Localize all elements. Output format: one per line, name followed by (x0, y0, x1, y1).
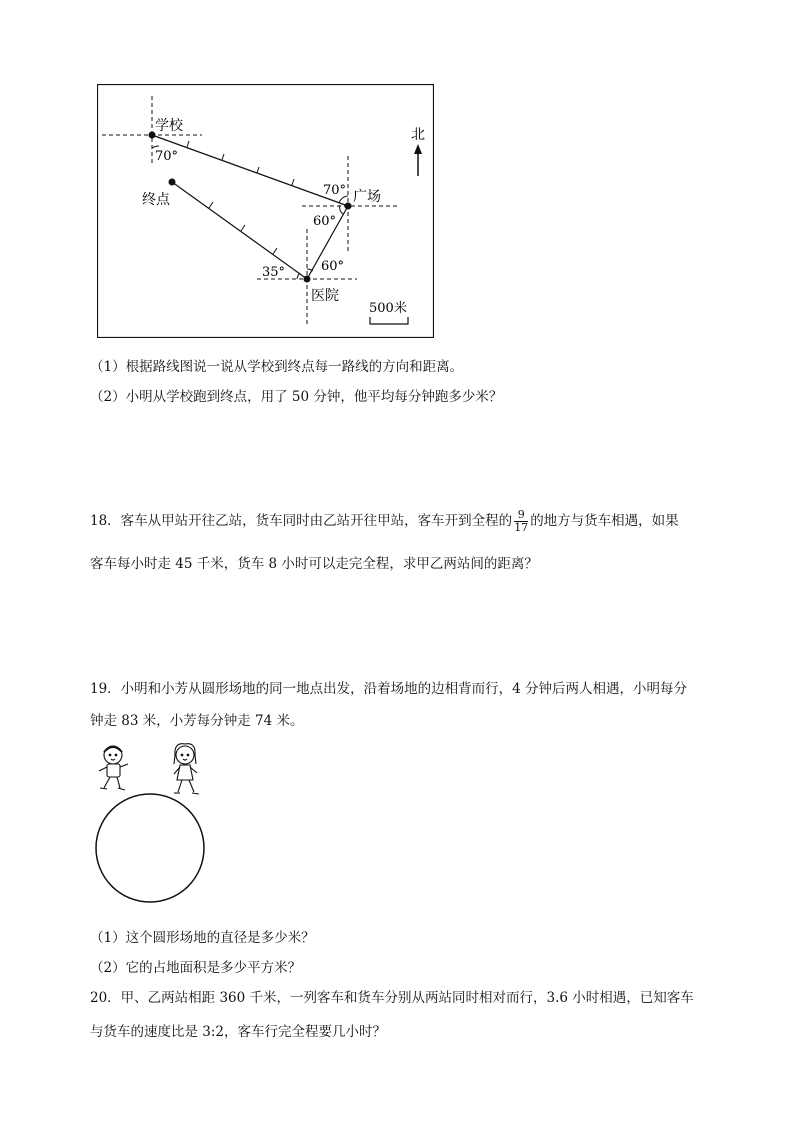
fraction-denominator: 17 (514, 521, 529, 534)
route-school-square (152, 135, 348, 206)
route-map-figure (97, 84, 434, 338)
q20-line2: 与货车的速度比是 3:2，客车行完全程要几小时？ (90, 1024, 387, 1040)
circle-field-illustration (90, 738, 220, 908)
finish-point (169, 179, 176, 186)
q18-line1 (90, 509, 679, 534)
q20-line1: 20．甲、乙两站相距 360 千米，一列客车和货车分别从两站同时相对而行，3.6 小时相遇，已知客车 (90, 990, 694, 1006)
square-bottom-angle-arc (340, 205, 343, 214)
hospital-left-angle-arc (297, 273, 300, 279)
hospital-right-angle-label: 60° (321, 259, 345, 274)
q19-part2: （2）它的占地面积是多少平方米？ (90, 960, 302, 976)
q19-line1: 19．小明和小芳从圆形场地的同一地点出发，沿着场地的边相背而行，4 分钟后两人相遇，小明每分 (90, 681, 688, 697)
girl-figure (174, 744, 199, 794)
north-label: 北 (411, 127, 425, 143)
q17-part2: （2）小明从学校跑到终点，用了 50 分钟，他平均每分钟跑多少米？ (90, 389, 503, 405)
square-bottom-angle-label: 60° (313, 214, 337, 229)
route-tick-marks (187, 141, 294, 254)
square-point (345, 203, 352, 210)
school-angle-arc (152, 146, 159, 148)
finish-label: 终点 (142, 192, 170, 208)
q18-line2: 客车每小时走 45 千米，货车 8 小时可以走完全程，求甲乙两站间的距离？ (90, 556, 538, 572)
scale-label: 500米 (369, 301, 407, 316)
q18-fraction (514, 509, 528, 534)
north-arrow-icon (414, 144, 422, 154)
square-top-angle-label: 70° (323, 183, 347, 198)
circle-field-figure (90, 738, 220, 908)
boy-figure (99, 746, 128, 790)
square-label: 广场 (353, 189, 381, 205)
fraction-numerator: 9 (514, 509, 528, 522)
route-hospital-finish (172, 182, 307, 279)
hospital-point (304, 276, 311, 283)
q19-part1: （1）这个圆形场地的直径是多少米？ (90, 930, 315, 946)
hospital-label: 医院 (311, 288, 339, 304)
map-frame (98, 85, 434, 338)
q17-part1: （1）根据路线图说一说从学校到终点每一路线的方向和距离。 (90, 359, 464, 375)
school-label: 学校 (155, 118, 183, 134)
q19-line2: 钟走 83 米，小芳每分钟走 74 米。 (90, 713, 304, 729)
route-map (97, 84, 434, 338)
school-angle-label: 70° (155, 149, 179, 164)
hospital-left-angle-label: 35° (262, 265, 286, 280)
q18-text-b: 的地方与货车相遇，如果 (530, 513, 679, 529)
scale-bar (370, 317, 408, 324)
q18-text-a: 18．客车从甲站开往乙站，货车同时由乙站开往甲站，客车开到全程的 (90, 513, 513, 529)
circular-field (96, 794, 204, 902)
